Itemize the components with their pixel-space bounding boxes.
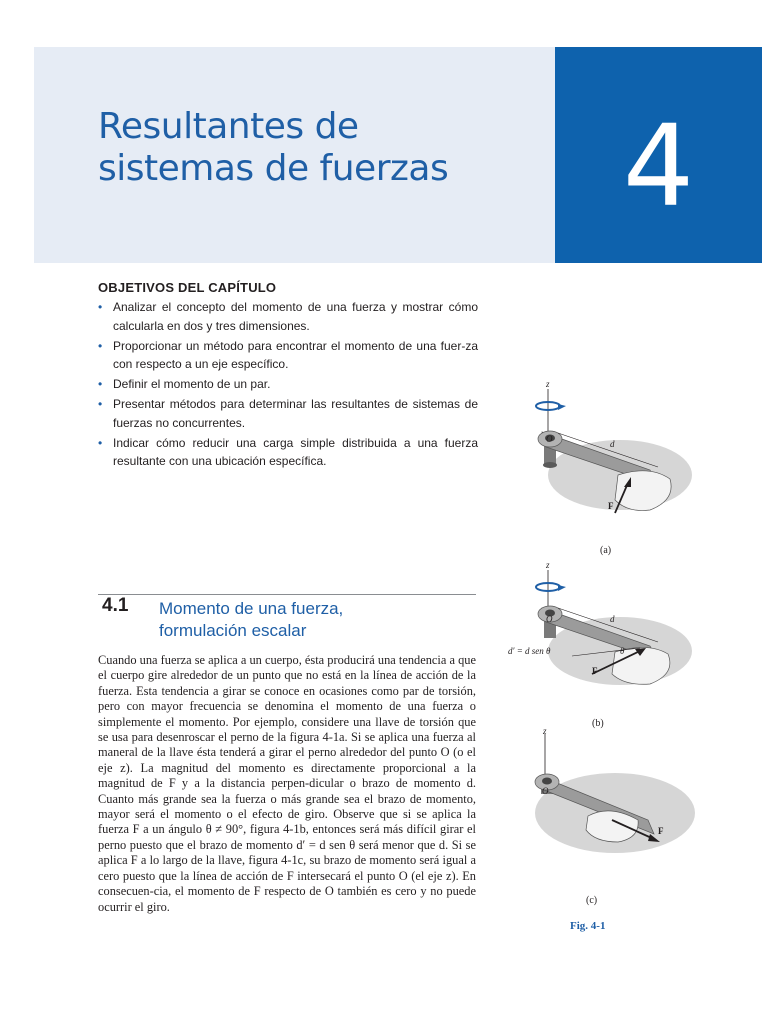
distance-label: d: [610, 439, 615, 449]
force-label: F: [658, 826, 664, 836]
objective-item: • Indicar cómo reducir una carga simple distribuida a una fuerza resultante con una ubicación específica.: [98, 435, 478, 468]
chapter-objectives: [98, 280, 478, 472]
bullet-icon: •: [98, 300, 103, 314]
force-label: F: [592, 666, 598, 676]
figure-4-1b: [500, 556, 690, 731]
section-divider: [98, 594, 476, 595]
figure-caption: Fig. 4-1: [570, 920, 606, 932]
chapter-number-box: [555, 47, 762, 263]
force-label: F: [608, 501, 614, 511]
chapter-title-line-2: sistemas de fuerzas: [98, 148, 449, 189]
theta-label: θ: [620, 646, 625, 656]
z-label: z: [543, 726, 547, 736]
bullet-icon: •: [98, 435, 103, 450]
origin-label: O: [542, 786, 549, 796]
origin-label: O: [546, 434, 553, 444]
objectives-heading: OBJETIVOS DEL CAPÍTULO: [98, 280, 277, 295]
z-label: z: [546, 560, 550, 570]
chapter-title-line-1: Resultantes de: [98, 106, 359, 147]
arrowhead-icon: [558, 404, 566, 410]
bullet-icon: •: [98, 377, 103, 391]
bullet-icon: •: [98, 397, 103, 411]
bullet-icon: •: [98, 338, 103, 353]
objectives-list: [98, 298, 478, 471]
section-title: [159, 598, 343, 642]
figure-4-1a: [500, 375, 690, 556]
figure-4-1c: [500, 728, 690, 908]
figure-a-caption: (a): [600, 545, 612, 556]
section-title-line-1: Momento de una fuerza,: [159, 599, 344, 618]
z-label: z: [546, 379, 550, 389]
arrowhead-icon: [558, 585, 566, 591]
figure-b-caption: (b): [592, 718, 604, 729]
objective-item: • Presentar métodos para determinar las resultantes de sistemas de fuerzas no concurrentes.: [98, 397, 478, 430]
objective-item: • Proporcionar un método para encontrar el momento de una fuer-za con respecto a un eje específico.: [98, 338, 478, 371]
section-number: 4.1: [102, 595, 129, 616]
chapter-number: 4: [622, 102, 695, 232]
moment-arm-label: d′ = d sen θ: [508, 646, 551, 656]
objective-item: • Analizar el concepto del momento de una fuerza y mostrar cómo calcularla en dos y tres dimensiones.: [98, 300, 478, 333]
hand-icon: [615, 471, 671, 511]
wrench-socket: [542, 778, 552, 785]
chapter-title: [98, 106, 448, 190]
origin-label: O: [546, 614, 553, 624]
bolt-base: [543, 462, 557, 468]
section-title-line-2: formulación escalar: [159, 621, 307, 640]
distance-label: d: [610, 614, 615, 624]
figure-c-caption: (c): [586, 895, 598, 906]
body-paragraph: Cuando una fuerza se aplica a un cuerpo, ésta producirá una tendencia a que el cuerpo gire alrededor de un punto que no está en la línea de acción de la fuerza. Esta tendencia a girar se conoce en ocasiones como par de torsión, pero con mayor frecuencia se denomina el momento de una fuerza o simplemente el momento. Por ejemplo, considere una llave de torsión que se usa para desenroscar el perno de la figura 4-1a. Si se aplica una fuerza al maneral de la llave ésta tenderá a girar el perno alrededor del punto O (o el eje z). La magnitud del momento es directamente proporcional a la magnitud de F y a la distancia perpen-dicular o brazo de momento d. Cuanto más grande sea la fuerza o más grande sea el brazo de momento, mayor será el momento o el efecto de giro. Observe que si se aplica la fuerza F a un ángulo θ ≠ 90°, figura 4-1b, entonces será más difícil girar el perno puesto que el brazo de momento d′ = d sen θ será menor que d. Si se aplica F a lo largo de la llave, figura 4-1c, su brazo de momento será igual a cero puesto que la línea de acción de F intersecará el punto O (el eje z). En consecuen-cia, el momento de F respecto de O también es cero y no puede ocurrir el giro.: [98, 653, 476, 914]
objective-item: • Definir el momento de un par.: [98, 375, 478, 394]
